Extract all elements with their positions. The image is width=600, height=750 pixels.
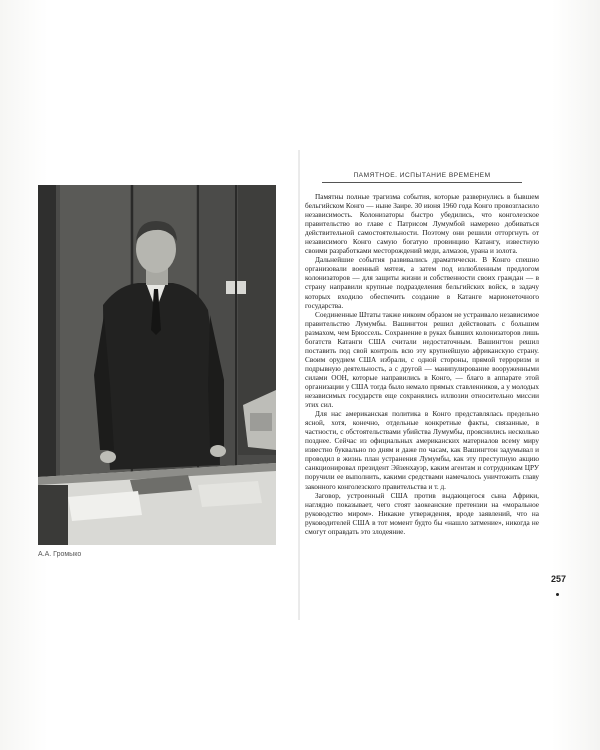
page-number: 257 bbox=[551, 574, 567, 584]
paragraph: Для нас американская политика в Конго представлялась предельно ясной, хотя, конечно, отдельные конкретные факты, связанные, в частности, с обстоятельствами убийства Лумумбы, прояснились несколько позднее. Сейчас из официальных американских материалов всему миру известно буквально по дням и даже по часам, как Вашингтон задумывал и проводил в жизнь план устранения Лумумбы, как эту преступную акцию санкционировал президент Эйзенхауэр, каким агентам и сотрудникам ЦРУ поручили ее выполнить, какими средствами намечалось уничтожить главу законного конголезского правительства и т. д. bbox=[305, 410, 539, 491]
page-fold bbox=[298, 150, 300, 620]
bullet-mark bbox=[556, 593, 559, 596]
paragraph: Соединенные Штаты также никоим образом не устраивало независимое правительство Лумумбы. Вашингтон решил действовать с большим размахом, чем Брюссель. Сохранение в руках бывших колонизаторов лишь богатств Катанги США считали недостаточным. Вашингтон решил поставить под свой контроль всю эту крупнейшую африканскую страну. Своим орудием США избрали, с одной стороны, прямой терроризм и подрывную деятельность, а с другой — манипулирование вооруженными силами ООН, которые направились в Конго, — благо в аппарате этой организации у США тогда было немало прямых ставленников, а у молодых независимых государств еще сохранялись иллюзии относительно миссии этих сил. bbox=[305, 310, 539, 410]
paragraph: Заговор, устроенный США против выдающегося сына Африки, наглядно показывает, чего стоят заокеанские претензии на «моральное руководство миром». Никакие утверждения, вроде заявлений, что на руководителей США в тот момент будто бы «нашло затмение», никогда не смогут оправдать это злодеяние. bbox=[305, 491, 539, 536]
paragraph: Дальнейшие события развивались драматически. В Конго спешно организовали военный мятеж, а затем под излюбленным предлогом колонизаторов — для защиты жизни и собственности своих граждан — в страну направили крупные подразделения бельгийских войск, в задачу которых входило обеспечить создание в Катанге марионеточного государства. bbox=[305, 256, 539, 310]
running-head: ПАМЯТНОЕ. ИСПЫТАНИЕ ВРЕМЕНЕМ bbox=[322, 172, 522, 183]
portrait-photo bbox=[38, 185, 276, 545]
body-text bbox=[305, 193, 539, 537]
paragraph: Памятны полные трагизма события, которые развернулись в бывшем бельгийском Конго — ныне Заире. 30 июня 1960 года Конго провозгласило независимость. Колонизаторы быстро убедились, что конголезское правительство во главе с Патрисом Лумумбой намерено добиваться действительной самостоятельности. Поэтому они решили отторгнуть от независимого Конго самую богатую провинцию Катангу, известную своими разработками месторождений меди, алмазов, урана и золота. bbox=[305, 193, 539, 256]
photo-caption: А.А. Громыко bbox=[38, 551, 82, 558]
